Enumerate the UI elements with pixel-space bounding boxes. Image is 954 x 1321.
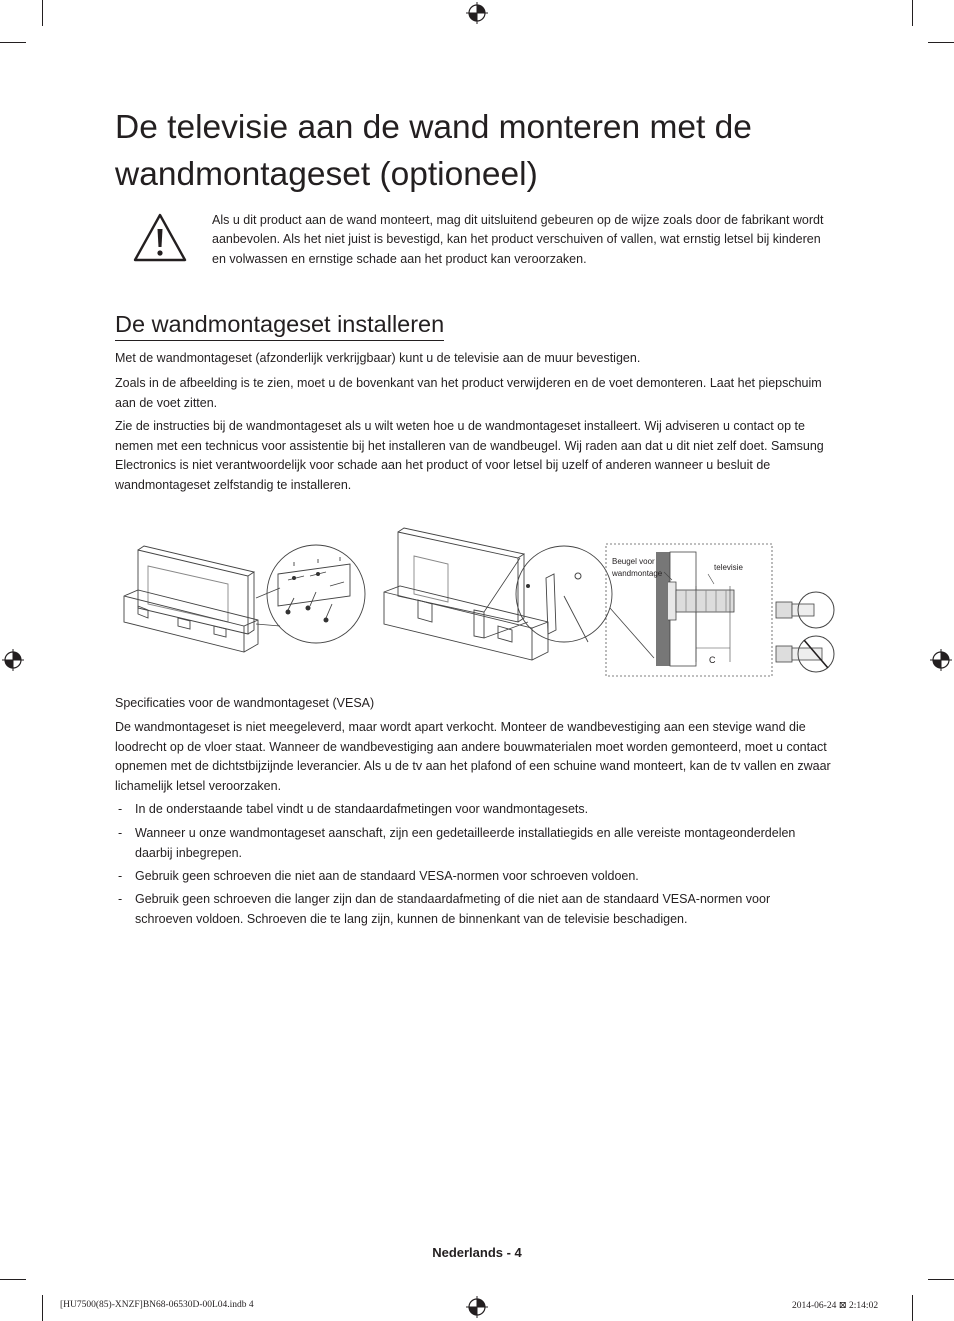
bullet-dash: - bbox=[118, 869, 123, 883]
bullet-text: In de onderstaande tabel vindt u de standaardafmetingen voor wandmontagesets. bbox=[135, 802, 589, 816]
crop-mark bbox=[912, 1295, 913, 1321]
label-bracket: wandmontage bbox=[612, 569, 663, 578]
registration-mark-icon bbox=[466, 2, 488, 24]
intro-paragraph: Zoals in de afbeelding is te zien, moet u de bovenkant van het product verwijderen en de voet demonteren. Laat het piepschuim aan de voet zitten. bbox=[115, 376, 822, 410]
intro-paragraph: Zie de instructies bij de wandmontageset als u wilt weten hoe u de wandmontageset installeert. Wij adviseren u contact op te nemen met een technicus voor assistentie bij het installeren van de wandbeugel. Wij raden aan dat u dit niet zelf doet. Samsung Electronics is niet verantwoordelijk voor schade aan het product of voor letsel bij uzelf of anderen wanneer u besluit de wandmontageset zelfstandig te installeren. bbox=[115, 419, 824, 492]
list-item bbox=[115, 824, 830, 863]
intro-paragraph: Met de wandmontageset (afzonderlijk verkrijgbaar) kunt u de televisie aan de muur bevestigen. bbox=[115, 351, 641, 365]
label-tv: televisie bbox=[714, 563, 743, 572]
registration-mark-icon bbox=[2, 649, 24, 671]
crop-mark bbox=[42, 0, 43, 26]
label-bracket: Beugel voor bbox=[612, 557, 655, 566]
bullet-dash: - bbox=[118, 826, 123, 840]
warning-text: Als u dit product aan de wand monteert, mag dit uitsluitend gebeuren op de wijze zoals door de fabrikant wordt aanbevolen. Als het niet juist is bevestigd, kan het product verschuiven of vallen, wat ernstig letsel bij kinderen en volwassen en ernstige schade aan het product kan veroorzaken. bbox=[212, 213, 824, 266]
crop-mark bbox=[0, 1279, 26, 1280]
crop-mark bbox=[0, 42, 26, 43]
wrong-screw-icon bbox=[776, 636, 834, 672]
print-slug-left: [HU7500(85)-XNZF]BN68-06530D-00L04.indb 4 bbox=[60, 1300, 254, 1310]
bullet-dash: - bbox=[118, 802, 123, 816]
bullet-text: Gebruik geen schroeven die niet aan de standaard VESA-normen voor schroeven voldoen. bbox=[135, 869, 639, 883]
crop-mark bbox=[928, 42, 954, 43]
section-heading: De wandmontageset installeren bbox=[115, 309, 444, 341]
registration-mark-icon bbox=[930, 649, 952, 671]
bullet-dash: - bbox=[118, 892, 123, 906]
crop-mark bbox=[928, 1279, 954, 1280]
registration-mark-icon bbox=[466, 1296, 488, 1318]
label-c: C bbox=[709, 655, 716, 665]
page-title: De televisie aan de wand monteren met de wandmontageset (optioneel) bbox=[115, 109, 752, 193]
vesa-heading: Specificaties voor de wandmontageset (VESA) bbox=[115, 696, 375, 710]
vesa-paragraph: De wandmontageset is niet meegeleverd, maar wordt apart verkocht. Monteer de wandbevestiging aan een stevige wand die loodrecht op de vloer staat. Wanneer de wandbevestiging aan andere bouwmaterialen moet worden gemonteerd, moet u contact opnemen met de dichtstbijzijnde leverancier. Als u de tv aan het plafond of een schuine wand monteert, kan de tv vallen en zwaar lichamelijk letsel veroorzaken. bbox=[115, 720, 831, 793]
page-number: Nederlands - 4 bbox=[432, 1245, 522, 1260]
crop-mark bbox=[912, 0, 913, 26]
bullet-text: Gebruik geen schroeven die langer zijn dan de standaardafmeting of die niet aan de standaard VESA-normen voor schroeven voldoen. Schroeven die te lang zijn, kunnen de binnenkant van de televisie beschadigen. bbox=[135, 892, 771, 926]
correct-screw-icon bbox=[776, 592, 834, 628]
wall-mount-illustration bbox=[118, 526, 838, 686]
print-slug-right: 2014-06-24 ⊠ 2:14:02 bbox=[792, 1301, 879, 1311]
warning-triangle-icon bbox=[132, 212, 188, 264]
list-item bbox=[115, 867, 830, 887]
bullet-text: Wanneer u onze wandmontageset aanschaft, zijn een gedetailleerde installatiegids en alle vereiste montageonderdelen daarbij inbegrepen. bbox=[135, 826, 796, 860]
crop-mark bbox=[42, 1295, 43, 1321]
list-item bbox=[115, 800, 830, 820]
list-item bbox=[115, 890, 830, 929]
